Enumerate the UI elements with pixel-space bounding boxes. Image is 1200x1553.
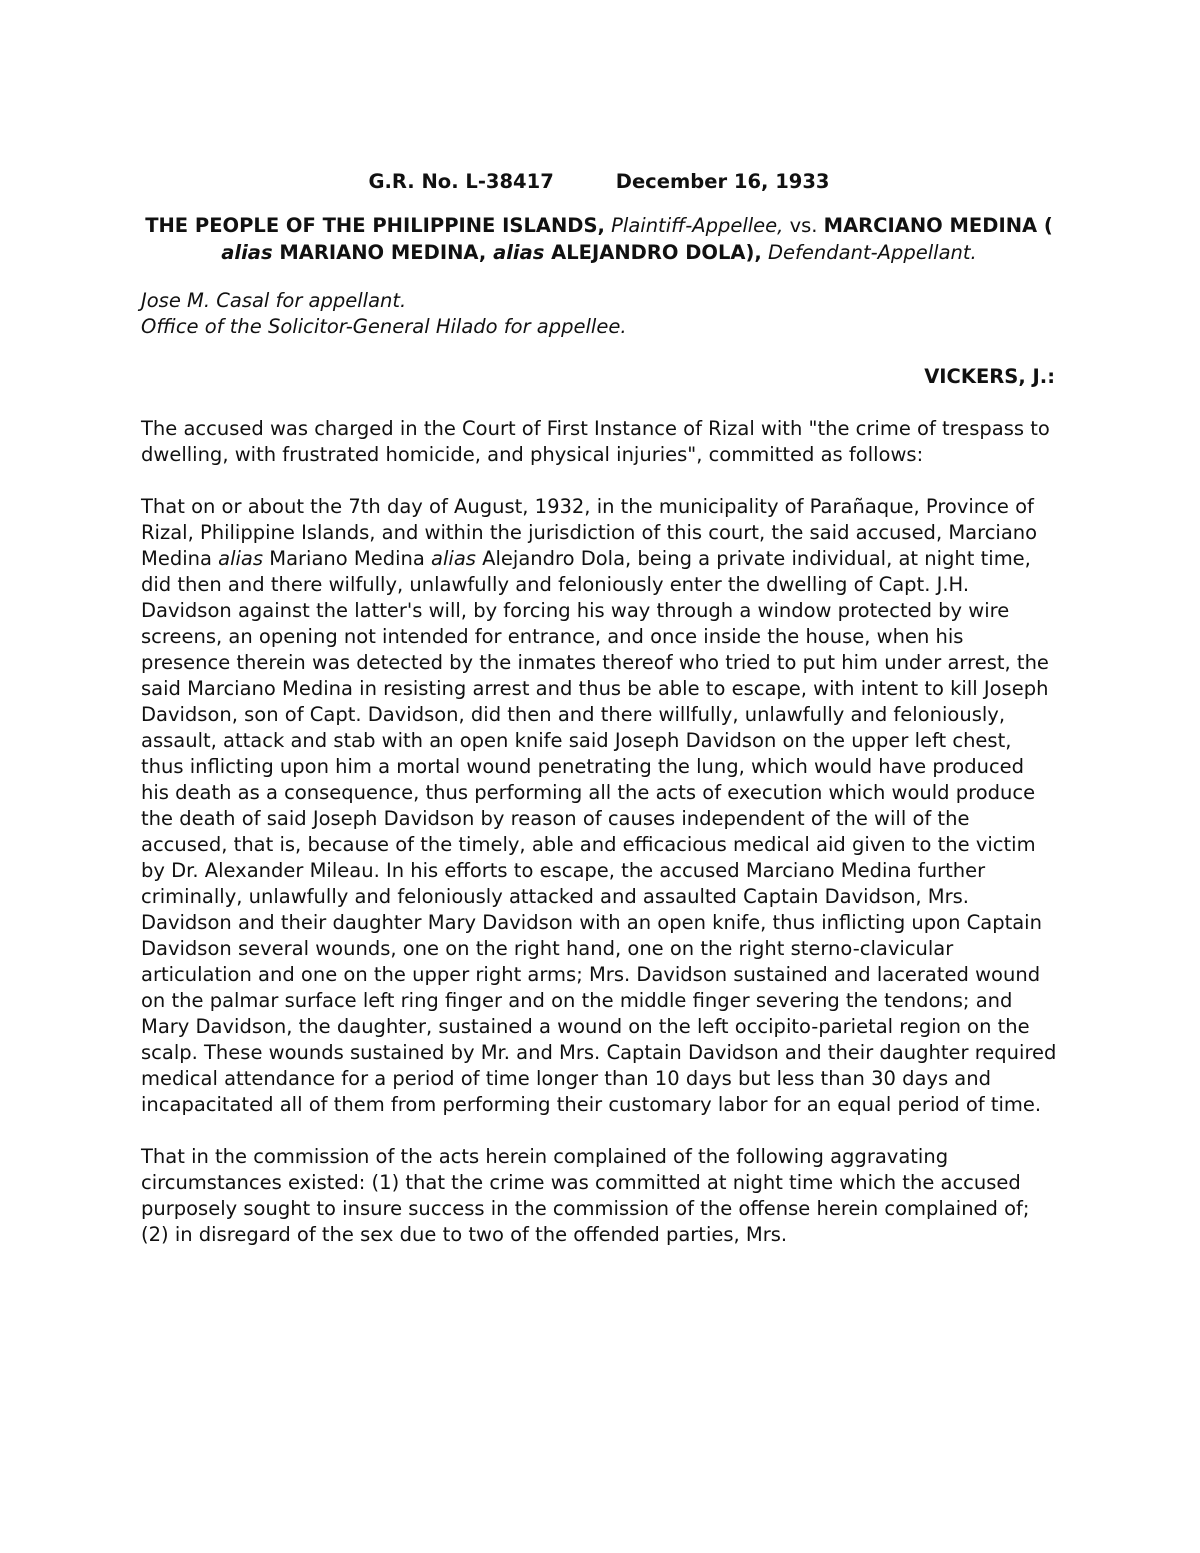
body-paragraph-1: The accused was charged in the Court of First Instance of Rizal with "the crime of trespass to dwelling, with frustrated homicide, and physical injuries", committed as follows: [141, 417, 1050, 466]
case-heading [141, 168, 1057, 196]
plaintiff-name: THE PEOPLE OF THE PHILIPPINE ISLANDS, [145, 214, 605, 237]
defendant-name: MARCIANO MEDINA ( alias MARIANO MEDINA, alias ALEJANDRO DOLA), [221, 214, 1053, 264]
ponente: VICKERS, J.: [924, 365, 1055, 388]
case-date: December 16, 1933 [615, 170, 830, 193]
body-paragraph-3: That in the commission of the acts herein complained of the following aggravating circumstances existed: (1) that the crime was committed at night time which the accused purposely sought to insure success in the commission of the offense herein complained of; (2) in disregard of the sex due to two of the offended parties, Mrs. [141, 1145, 1030, 1246]
document-page [141, 168, 1057, 1274]
counsel-block [141, 288, 1057, 340]
case-parties [141, 212, 1057, 266]
counsel-appellant: Jose M. Casal for appellant. [141, 289, 407, 312]
body-paragraph-2: That on or about the 7th day of August, 1932, in the municipality of Parañaque, Province of Rizal, Philippine Islands, and within the jurisdiction of this court, the said accused, Marciano Medina alias Mariano Medina alias Alejandro Dola, being a private individual, at night time, did then and there wilfully, unlawfully and feloniously enter the dwelling of Capt. J.H. Davidson against the latter's will, by forcing his way through a window protected by wire screens, an opening not intended for entrance, and once inside the house, when his presence therein was detected by the inmates thereof who tried to put him under arrest, the said Marciano Medina in resisting arrest and thus be able to escape, with intent to kill Joseph Davidson, son of Capt. Davidson, did then and there willfully, unlawfully and feloniously, assault, attack and stab with an open knife said Joseph Davidson on the upper left chest, thus inflicting upon him a mortal wound penetrating the lung, which would have produced his death as a consequence, thus performing all the acts of execution which would produce the death of said Joseph Davidson by reason of causes independent of the will of the accused, that is, because of the timely, able and efficacious medical aid given to the victim by Dr. Alexander Mileau. In his efforts to escape, the accused Marciano Medina further criminally, unlawfully and feloniously attacked and assaulted Captain Davidson, Mrs. Davidson and their daughter Mary Davidson with an open knife, thus inflicting upon Captain Davidson several wounds, one on the right hand, one on the right sterno-clavicular articulation and one on the upper right arms; Mrs. Davidson sustained and lacerated wound on the palmar surface left ring finger and on the middle finger severing the tendons; and Mary Davidson, the daughter, sustained a wound on the left occipito-parietal region on the scalp. These wounds sustained by Mr. and Mrs. Captain Davidson and their daughter required medical attendance for a period of time longer than 10 days but less than 30 days and incapacitated all of them from performing their customary labor for an equal period of time. [141, 495, 1057, 1116]
defendant-role: Defendant-Appellant. [768, 241, 977, 264]
versus-text: vs. [789, 214, 818, 237]
counsel-appellee: Office of the Solicitor-General Hilado for appellee. [141, 315, 627, 338]
plaintiff-role: Plaintiff-Appellee, [611, 214, 784, 237]
case-number: G.R. No. L-38417 [368, 170, 554, 193]
